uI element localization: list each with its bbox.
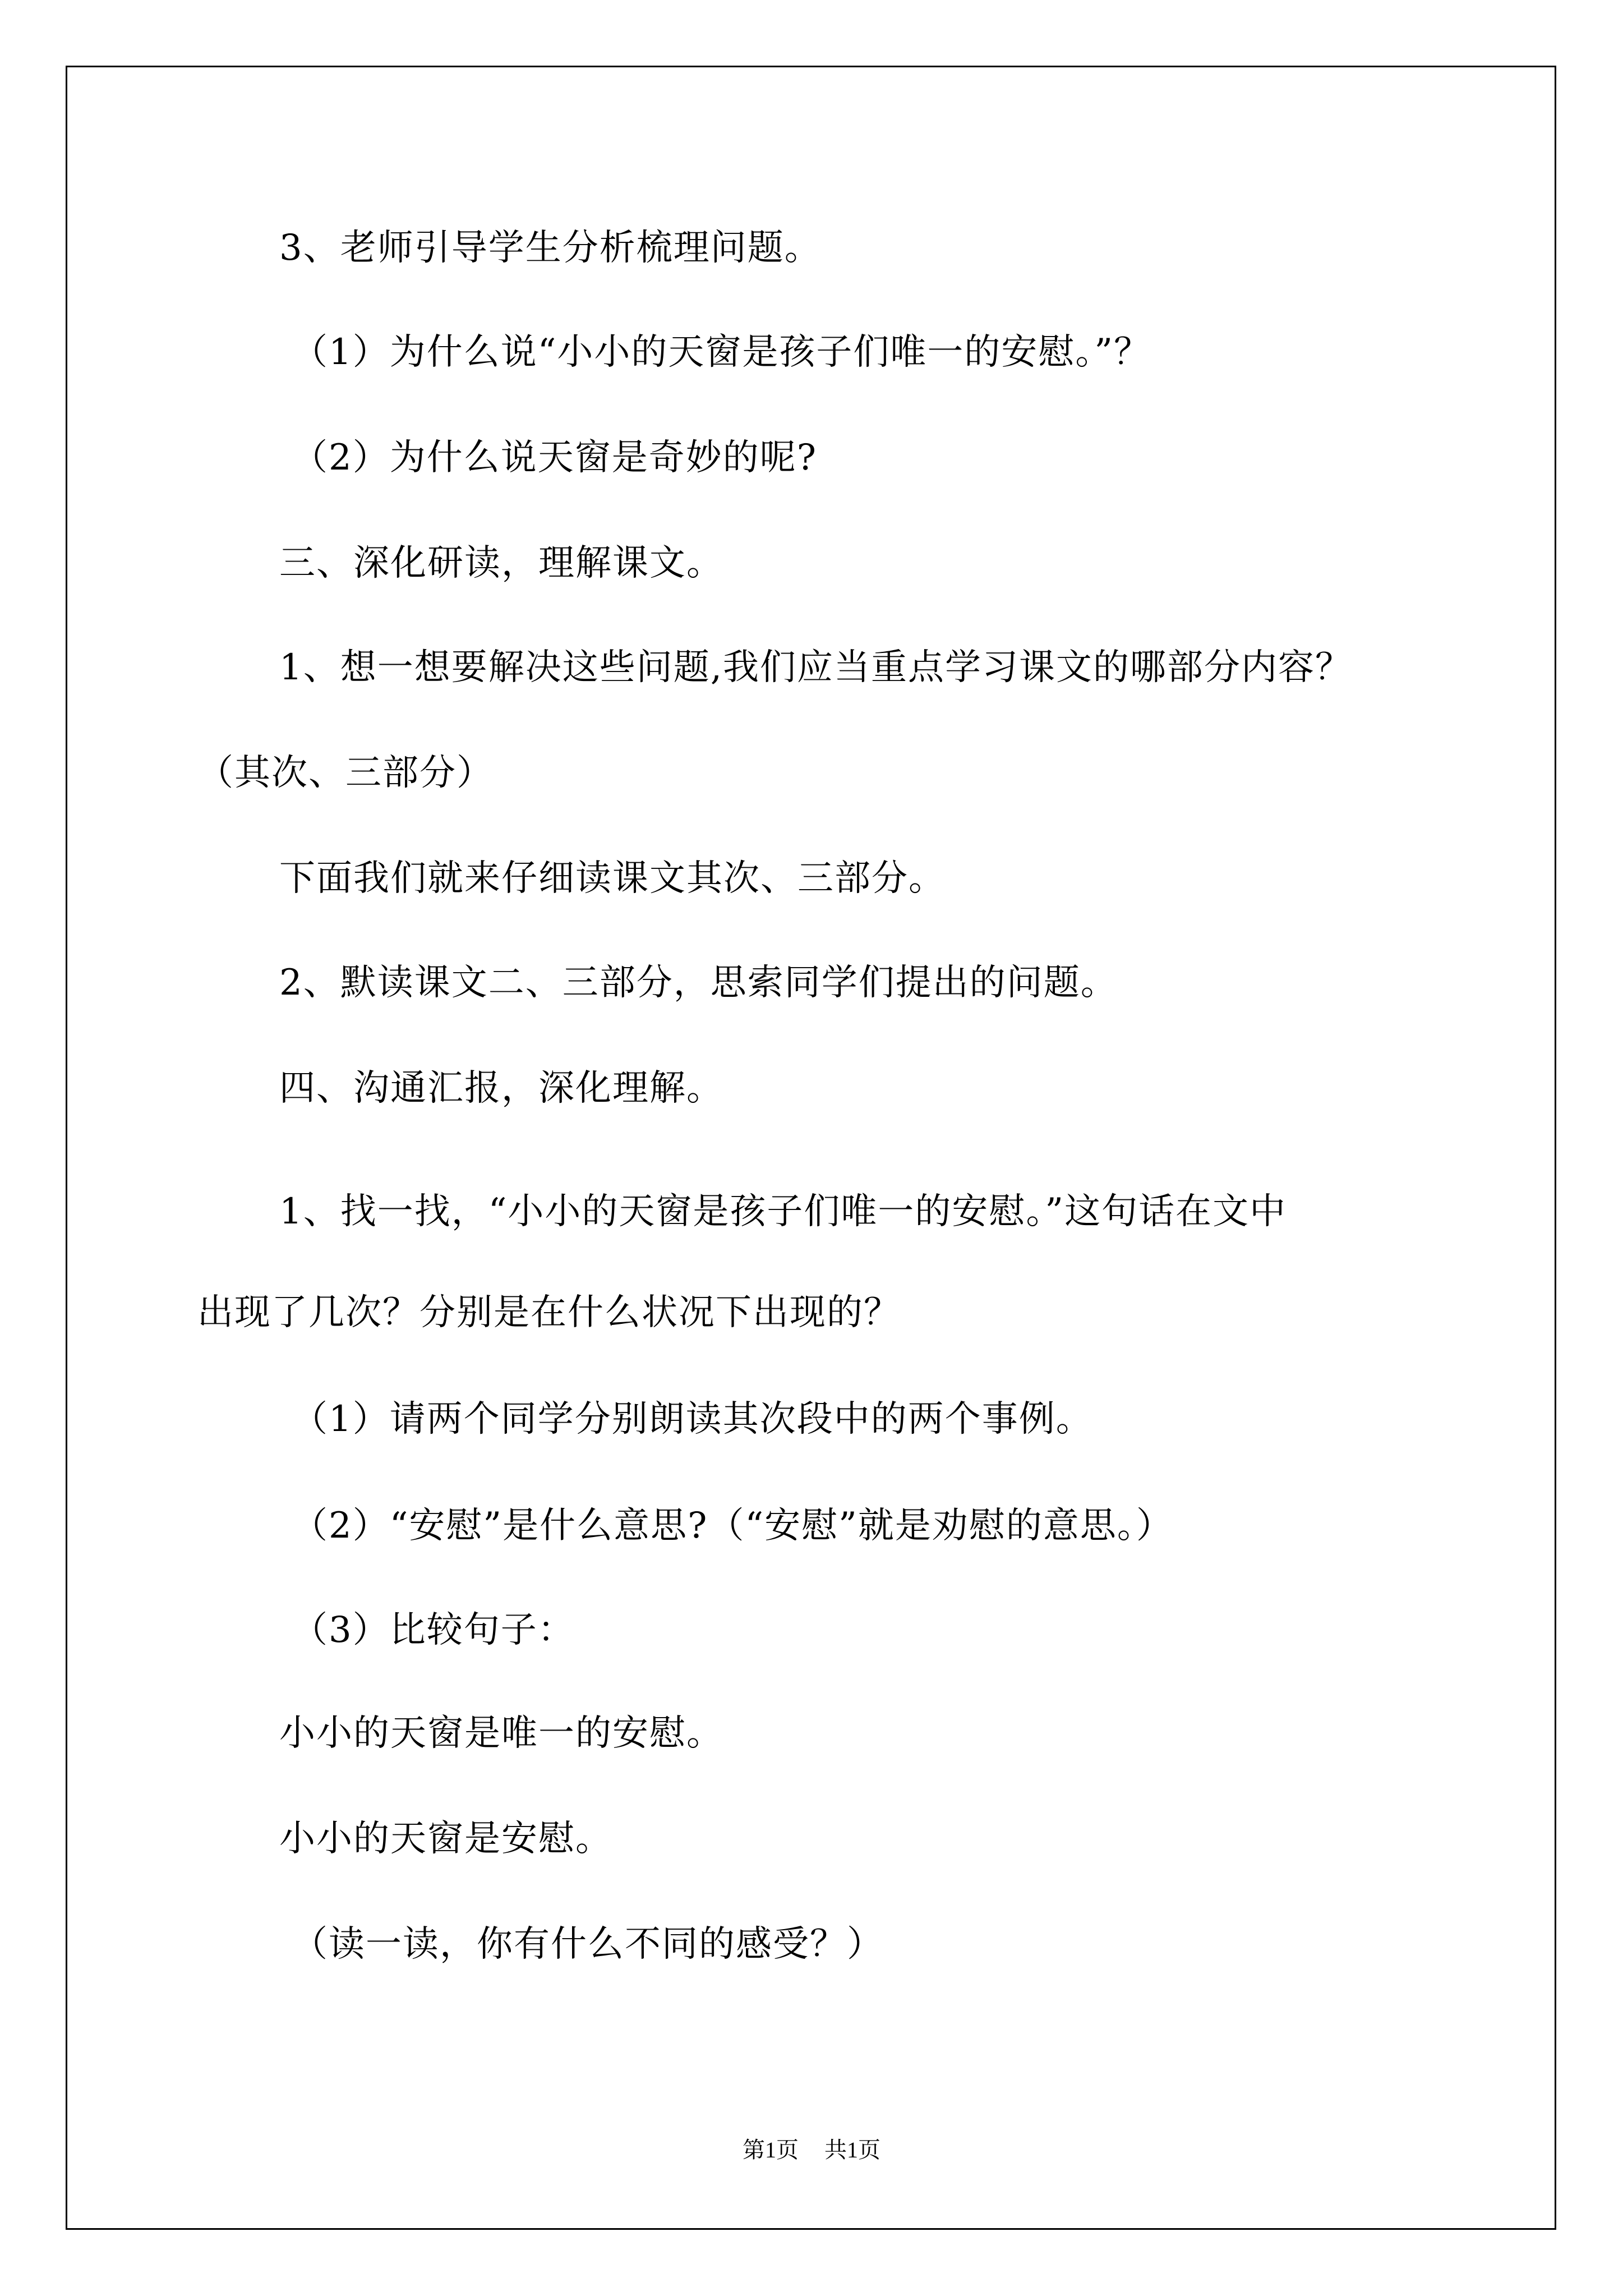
paragraph-line: （1）请两个同学分别朗读其次段中的两个事例。 <box>292 1398 1093 1440</box>
page-number: 第1页 <box>743 2137 799 2162</box>
paragraph-line: 3、老师引导学生分析梳理问题。 <box>279 227 822 269</box>
page-total: 共1页 <box>824 2137 880 2162</box>
paragraph-line: （3）比较句子： <box>292 1609 575 1651</box>
paragraph-line: 出现了几次？分别是在什么状况下出现的？ <box>197 1292 901 1333</box>
paragraph-line: 1、想一想要解决这些问题,我们应当重点学习课文的哪部分内容？ <box>279 647 1353 688</box>
paragraph-line: 1、找一找，“小小的天窗是孩子们唯一的安慰。”这句话在文中 <box>279 1191 1287 1232</box>
page-border <box>66 66 1556 2230</box>
paragraph-line: 小小的天窗是唯一的安慰。 <box>279 1713 723 1754</box>
paragraph-line: 2、默读课文二、三部分，思索同学们提出的问题。 <box>279 962 1118 1004</box>
paragraph-line: （其次、三部分） <box>197 752 494 794</box>
page-footer <box>0 2133 1623 2167</box>
section-heading: 三、深化研读，理解课文。 <box>279 542 723 584</box>
section-heading: 四、沟通汇报，深化理解。 <box>279 1068 723 1109</box>
paragraph-line: （读一读，你有什么不同的感受？） <box>292 1924 884 1965</box>
paragraph-line: （2）为什么说天窗是奇妙的呢? <box>292 437 818 478</box>
paragraph-line: 下面我们就来仔细读课文其次、三部分。 <box>279 858 946 899</box>
paragraph-line: （2）“安慰”是什么意思?（“安慰”就是劝慰的意思。） <box>292 1505 1173 1547</box>
paragraph-line: （1）为什么说“小小的天窗是孩子们唯一的安慰。”？ <box>292 332 1151 373</box>
paragraph-line: 小小的天窗是安慰。 <box>279 1818 612 1860</box>
